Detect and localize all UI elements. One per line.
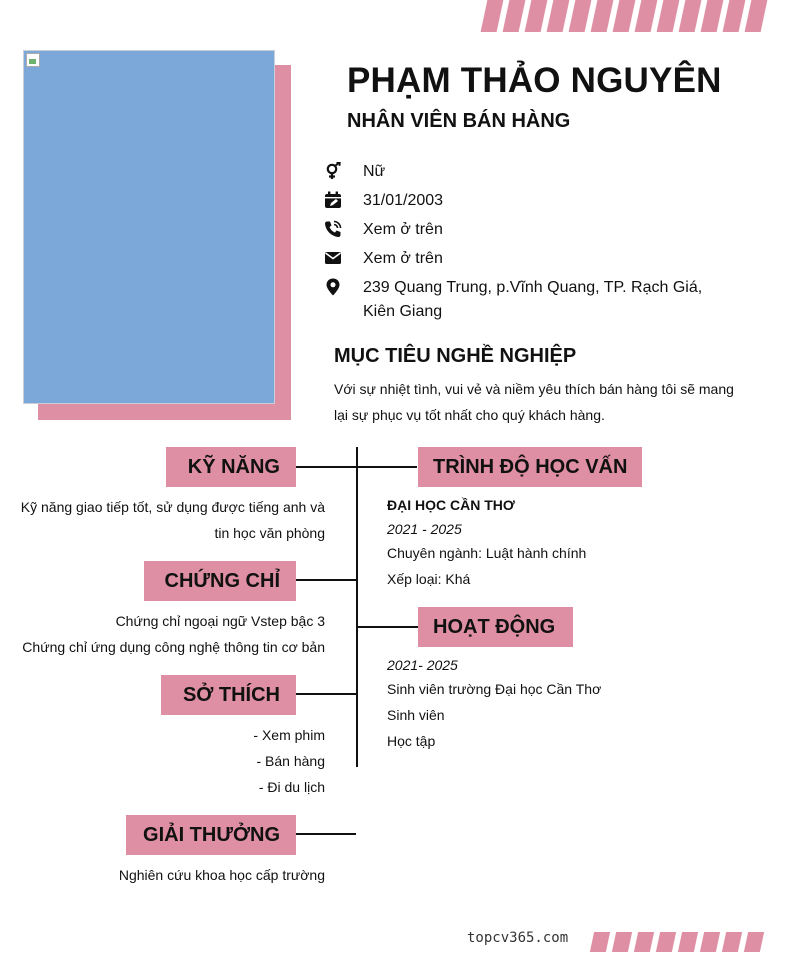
- broken-image-icon: [26, 53, 40, 67]
- awards-heading: GIẢI THƯỞNG: [126, 815, 296, 855]
- gender-value: Nữ: [363, 163, 386, 180]
- bottom-stripes-decoration: [592, 932, 762, 952]
- certificate-item: Chứng chỉ ngoại ngữ Vstep bậc 3: [115, 613, 325, 629]
- objective-text: Với sự nhiệt tình, vui vẻ và niềm yêu thích bán hàng tôi sẽ mang lại sự phục vụ tốt nhất cho quý khách hàng.: [334, 381, 734, 423]
- certificates-list: [0, 608, 325, 660]
- profile-photo: [23, 50, 275, 404]
- awards-text: Nghiên cứu khoa học cấp trường: [118, 867, 325, 883]
- education-heading: TRÌNH ĐỘ HỌC VẤN: [418, 447, 642, 487]
- address-value: 239 Quang Trung, p.Vĩnh Quang, TP. Rạch Giá, Kiên Giang: [363, 279, 703, 320]
- connector-hobbies: [296, 693, 357, 695]
- activities-details: [387, 654, 687, 754]
- timeline-vertical-line: [356, 447, 358, 767]
- gender-icon: [322, 160, 344, 182]
- birthdate-value: 31/01/2003: [363, 192, 444, 209]
- connector-activities: [357, 626, 418, 628]
- education-grade: Xếp loại: Khá: [387, 571, 471, 587]
- info-birthdate: [322, 189, 703, 213]
- connector-skills-education: [296, 466, 417, 468]
- school-name: ĐẠI HỌC CẦN THƠ: [387, 497, 515, 513]
- phone-icon: [322, 218, 344, 240]
- email-icon: [322, 247, 344, 269]
- email-value: Xem ở trên: [363, 250, 443, 267]
- education-period: 2021 - 2025: [387, 521, 462, 537]
- info-gender: [322, 160, 703, 184]
- objective-heading: MỤC TIÊU NGHỀ NGHIỆP: [334, 345, 577, 367]
- hobby-item: - Bán hàng: [256, 753, 325, 769]
- location-icon: [322, 276, 344, 298]
- hobbies-list: [125, 722, 325, 800]
- education-details: [387, 492, 687, 592]
- info-address: [322, 276, 703, 324]
- activities-period: 2021- 2025: [387, 657, 458, 673]
- footer-website: topcv365.com: [467, 930, 569, 946]
- calendar-icon: [322, 189, 344, 211]
- skills-heading: KỸ NĂNG: [166, 447, 296, 487]
- info-email: [322, 247, 703, 271]
- certificate-item: Chứng chỉ ứng dụng công nghệ thông tin cơ bản: [22, 639, 325, 655]
- connector-awards: [296, 833, 356, 835]
- certificates-heading: CHỨNG CHỈ: [144, 561, 296, 601]
- activities-desc: Học tập: [387, 733, 436, 749]
- activities-org: Sinh viên trường Đại học Cần Thơ: [387, 681, 602, 697]
- education-major: Chuyên ngành: Luật hành chính: [387, 545, 587, 561]
- skills-text: Kỹ năng giao tiếp tốt, sử dụng được tiếng anh và tin học văn phòng: [20, 499, 325, 541]
- connector-certificates: [296, 579, 357, 581]
- activities-heading: HOẠT ĐỘNG: [418, 607, 573, 647]
- info-phone: [322, 218, 703, 242]
- hobbies-heading: SỞ THÍCH: [161, 675, 296, 715]
- activities-role: Sinh viên: [387, 707, 445, 723]
- hobby-item: - Xem phim: [253, 727, 325, 743]
- phone-value: Xem ở trên: [363, 221, 443, 238]
- job-position: NHÂN VIÊN BÁN HÀNG: [347, 110, 571, 132]
- top-stripes-decoration: [484, 0, 764, 32]
- candidate-name: PHẠM THẢO NGUYÊN: [347, 61, 722, 100]
- hobby-item: - Đi du lịch: [258, 779, 325, 795]
